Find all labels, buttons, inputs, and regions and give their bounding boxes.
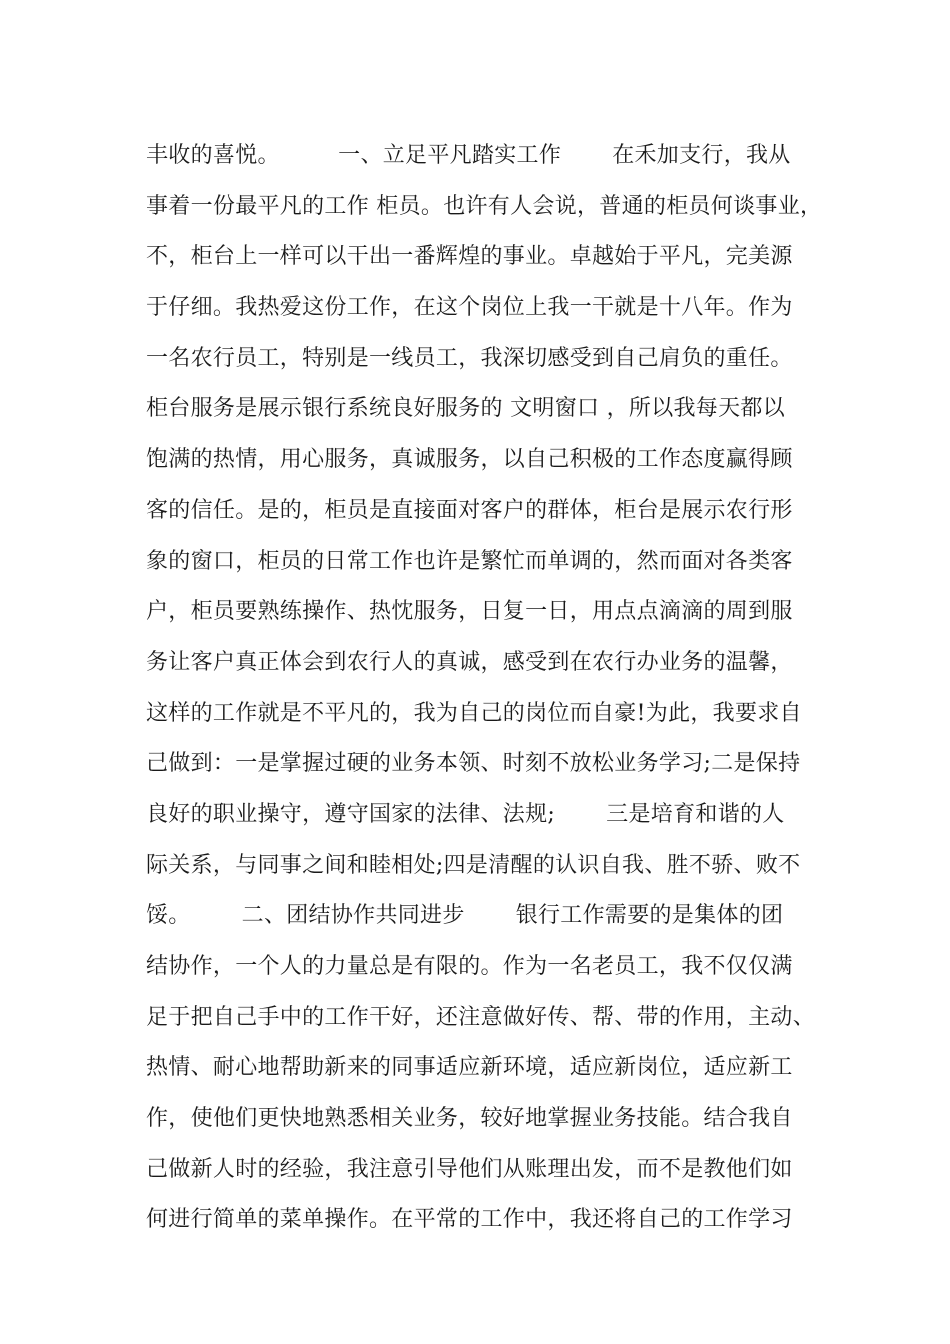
text-line: 良好的职业操守，遵守国家的法律、法规; 三是培育和谐的人 — [146, 801, 785, 827]
text-line: 户，柜员要熟练操作、热忱服务，日复一日，用点点滴滴的周到服 — [146, 599, 793, 625]
text-line: 何进行简单的菜单操作。在平常的工作中，我还将自己的工作学习 — [146, 1207, 793, 1233]
text-line: 馁。 二、团结协作共同进步 银行工作需要的是集体的团 — [146, 903, 784, 929]
text-line: 己做新人时的经验，我注意引导他们从账理出发，而不是教他们如 — [146, 1156, 793, 1182]
text-line: 不，柜台上一样可以干出一番辉煌的事业。卓越始于平凡，完美源 — [146, 244, 793, 270]
body-text — [146, 131, 846, 1246]
text-line: 一名农行员工，特别是一线员工，我深切感受到自己肩负的重任。 — [146, 345, 793, 371]
text-line: 己做到：一是掌握过硬的业务本领、时刻不放松业务学习;二是保持 — [146, 751, 801, 777]
text-line: 柜台服务是展示银行系统良好服务的 文明窗口 ，所以我每天都以 — [146, 396, 785, 422]
text-line: 务让客户真正体会到农行人的真诚，感受到在农行办业务的温馨， — [146, 649, 793, 675]
text-line: 客的信任。是的，柜员是直接面对客户的群体，柜台是展示农行形 — [146, 497, 793, 523]
text-line: 饱满的热情，用心服务，真诚服务，以自己积极的工作态度赢得顾 — [146, 447, 793, 473]
text-line: 结协作，一个人的力量总是有限的。作为一名老员工，我不仅仅满 — [146, 954, 793, 979]
text-line: 丰收的喜悦。 一、立足平凡踏实工作 在禾加支行，我从 — [146, 143, 791, 168]
text-line: 足于把自己手中的工作干好，还注意做好传、帮、带的作用，主动、 — [146, 1004, 816, 1030]
text-line: 际关系，与同事之间和睦相处;四是清醒的认识自我、胜不骄、败不 — [146, 852, 801, 878]
text-line: 作，使他们更快地熟悉相关业务，较好地掌握业务技能。结合我自 — [146, 1106, 793, 1132]
text-line: 象的窗口，柜员的日常工作也许是繁忙而单调的，然而面对各类客 — [146, 548, 793, 574]
text-line: 事着一份最平凡的工作 柜员。也许有人会说，普通的柜员何谈事业， — [146, 193, 823, 219]
text-line: 热情、耐心地帮助新来的同事适应新环境，适应新岗位，适应新工 — [146, 1055, 793, 1081]
text-line: 这样的工作就是不平凡的，我为自己的岗位而自豪!为此，我要求自 — [146, 700, 802, 726]
text-line: 于仔细。我热爱这份工作，在这个岗位上我一干就是十八年。作为 — [146, 295, 793, 321]
